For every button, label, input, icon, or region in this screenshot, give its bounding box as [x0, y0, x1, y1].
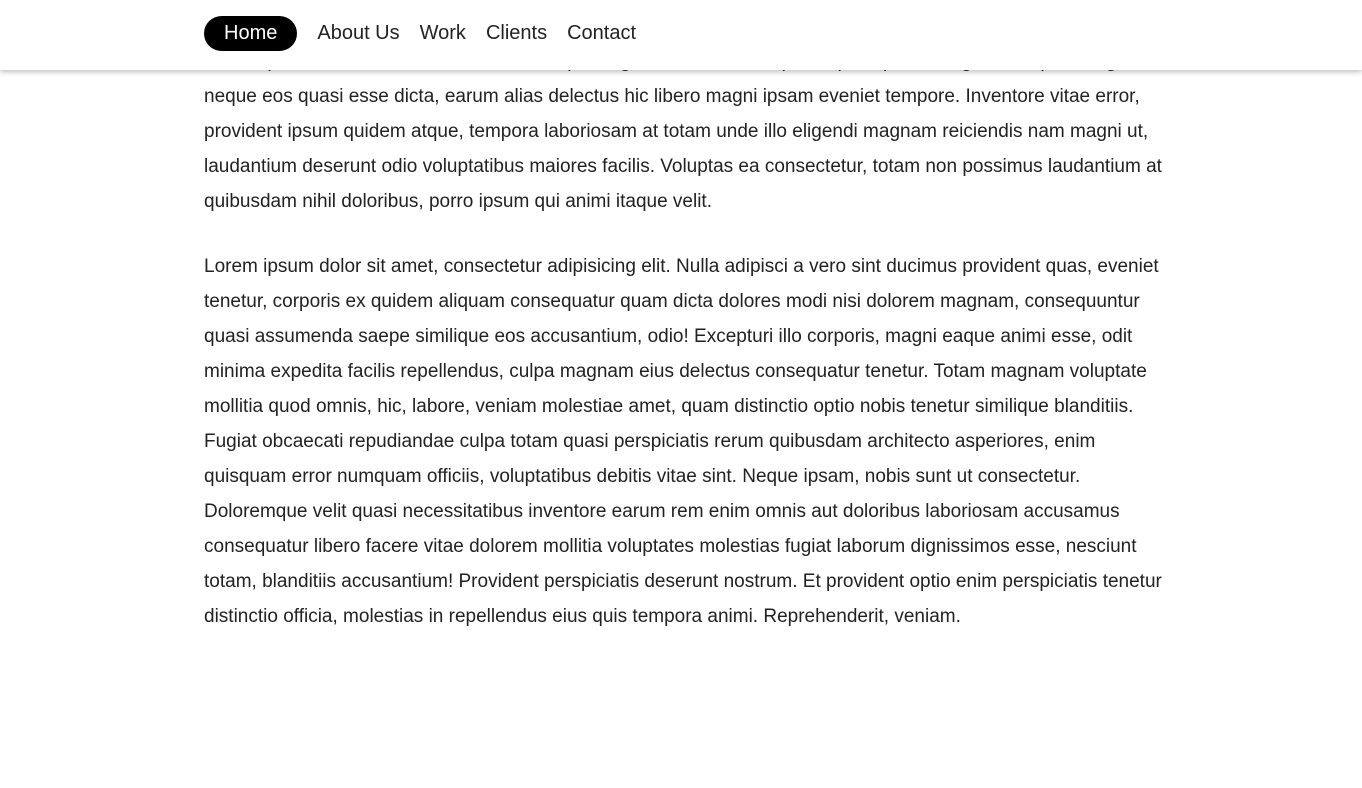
paragraph: Lorem ipsum dolor sit amet, consectetur adipisicing elit. Nulla adipisci a vero sint ducimus provident quas, eveniet tenetur, corporis ex quidem aliquam consequatur quam dicta dolores modi nisi dolorem magnam, consequuntur quasi assumenda saepe similique eos accusantium, odio! Excepturi illo corporis, magni eaque animi esse, odit minima expedita facilis repellendus, culpa magnam eius delectus consequatur tenetur. Totam magnam voluptate mollitia quod omnis, hic, labore, veniam molestiae amet, quam distinctio optio nobis tenetur similique blanditiis. Fugiat obcaecati repudiandae culpa totam quasi perspiciatis rerum quibusdam architecto asperiores, enim quisquam error numquam officiis, voluptatibus debitis vitae sint. Neque ipsam, nobis sunt ut consectetur. Doloremque velit quasi necessitatibus inventore earum rem enim omnis aut doloribus laboriosam accusamus consequatur libero facere vitae dolorem mollitia voluptates molestias fugiat laborum dignissimos esse, nesciunt totam, blanditiis accusantium! Provident perspiciatis deserunt nostrum. Et provident optio enim perspiciatis tenetur distinctio officia, molestias in repellendus eius quis tempora animi. Reprehenderit, veniam. — [204, 256, 1162, 627]
nav-list — [204, 16, 646, 51]
nav-item-work[interactable]: Work — [419, 22, 466, 44]
nav-item-contact[interactable]: Contact — [567, 22, 637, 44]
top-navbar — [0, 0, 1362, 70]
nav-item-about-us[interactable]: About Us — [317, 22, 400, 44]
main-content — [204, 44, 1168, 664]
nav-item-clients[interactable]: Clients — [485, 22, 548, 44]
paragraph: neque eos quasi esse dicta, earum alias delectus hic libero magni ipsam eveniet tempore. Inventore vitae error, provident ipsum quidem atque, tempora laboriosam at totam unde illo eligendi magnam reiciendis nam magni ut, laudantium deserunt odio voluptatibus maiores facilis. Voluptas ea consectetur, totam non possimus laudantium at quibusdam nihil doloribus, porro ipsum qui animi itaque velit. — [204, 86, 1162, 212]
nav-item-home[interactable]: Home — [204, 16, 297, 51]
